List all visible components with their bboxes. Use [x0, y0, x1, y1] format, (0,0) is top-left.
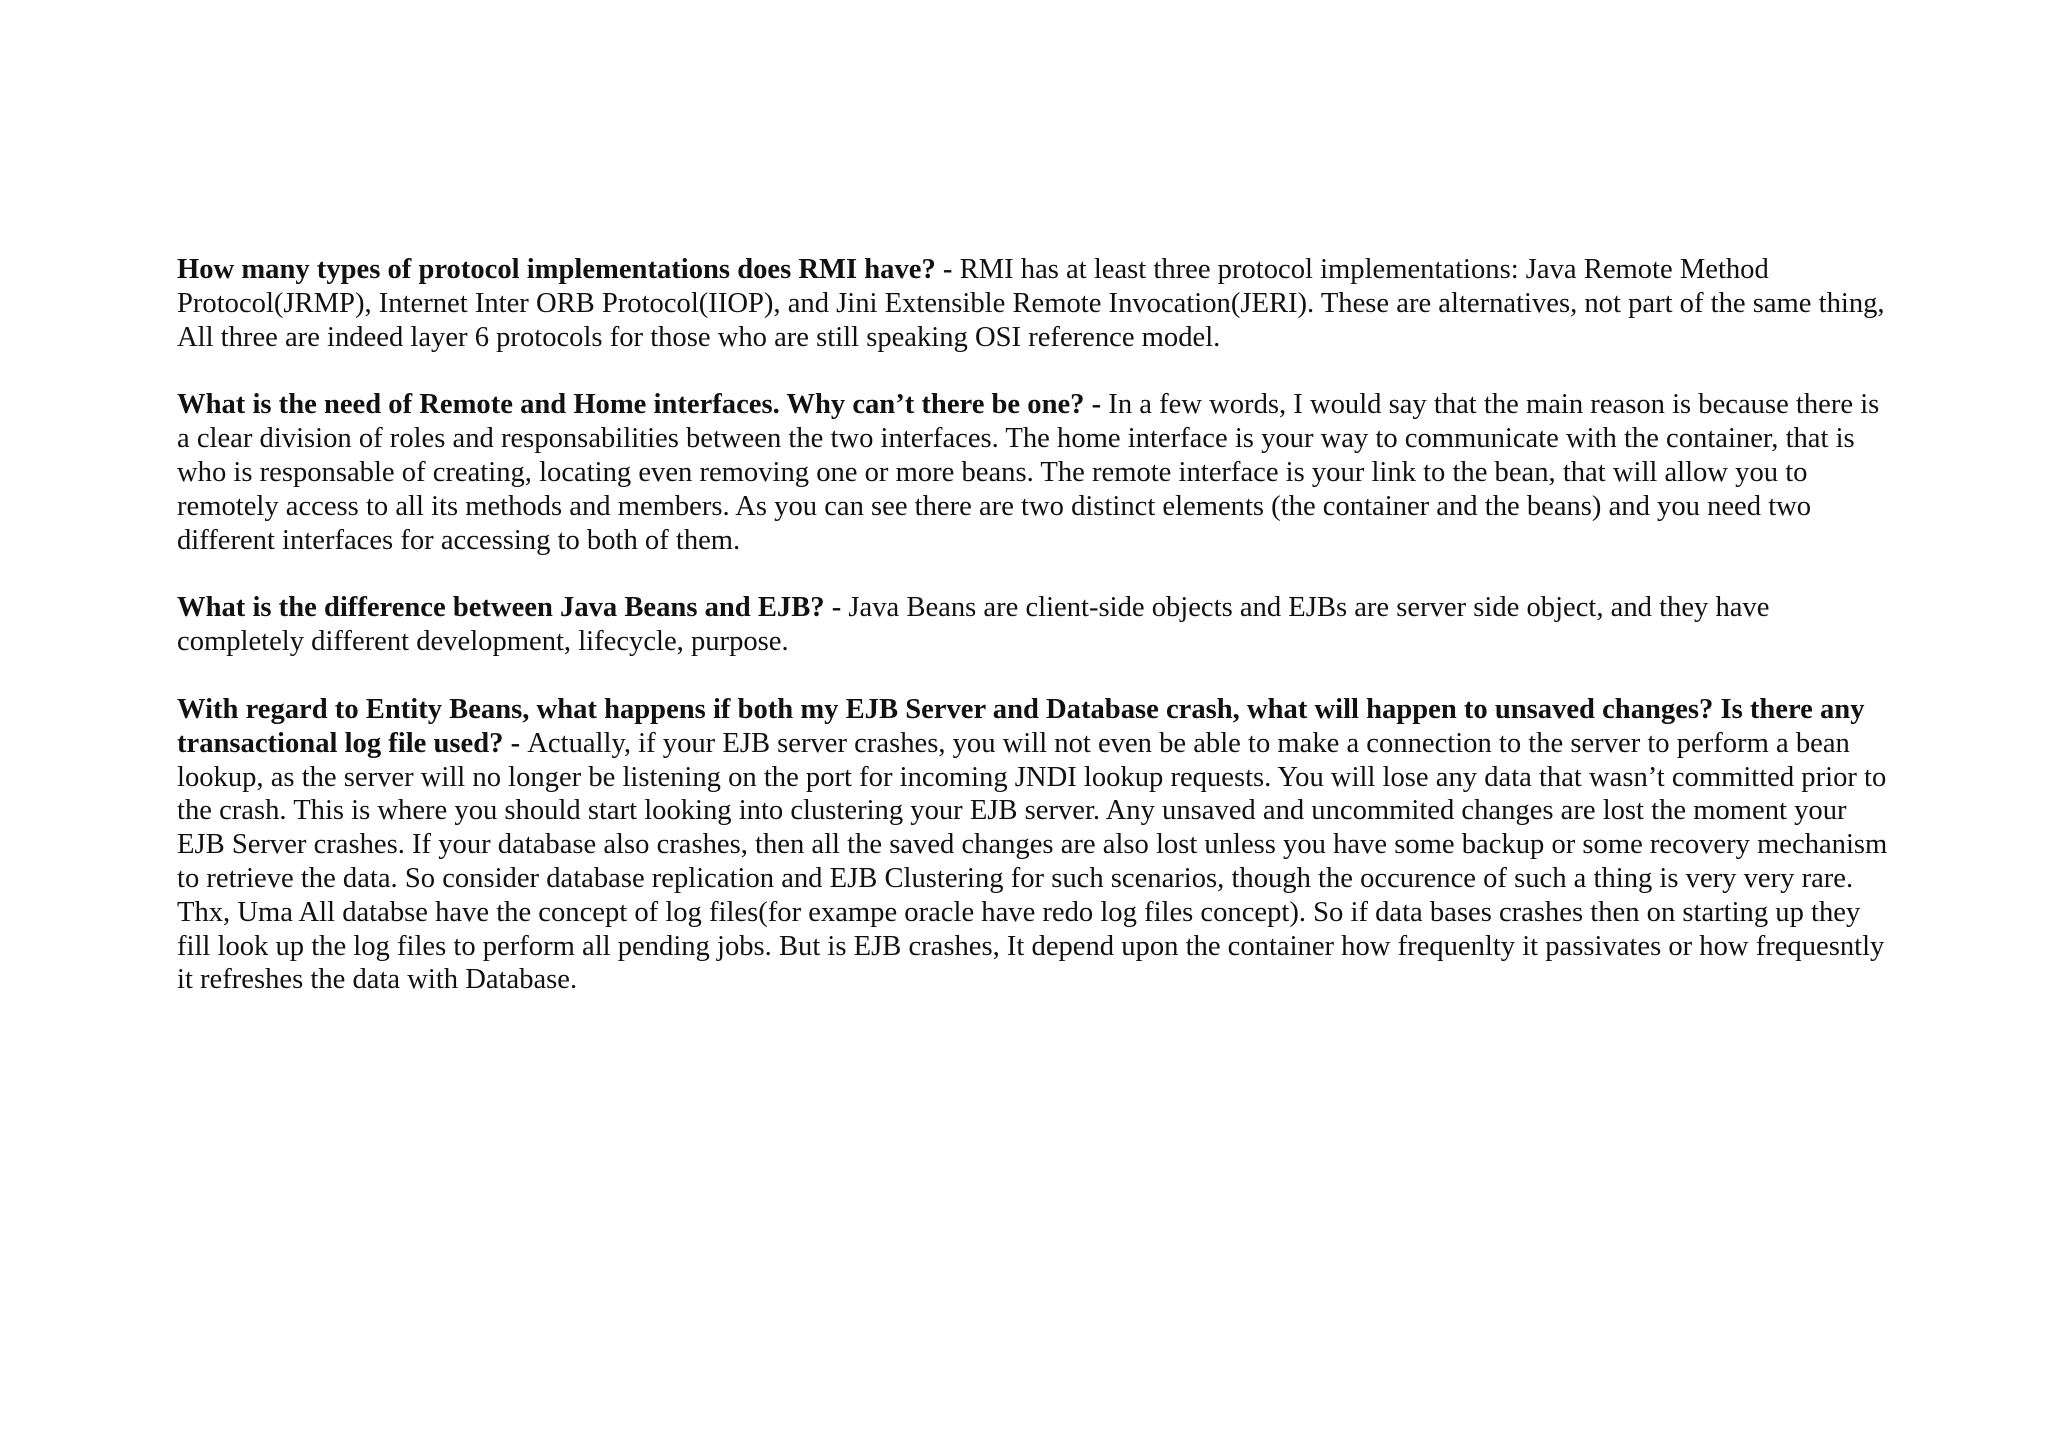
question-text: With regard to Entity Beans, what happens if both my EJB Server and Database crash, what will happen to unsaved changes? Is there any transactional log file used?: [177, 693, 1865, 759]
qa-paragraph-rmi-protocols: [177, 253, 1897, 354]
answer-text: Java Beans are client-side objects and EJBs are server side object, and they have completely different development, lifecycle, purpose.: [177, 592, 1770, 658]
answer-text: In a few words, I would say that the main reason is because there is a clear division of roles and responsabilities between the two interfaces. The home interface is your way to communicate with the container, that is who is responsable of creating, locating even removing one or more beans. The remote interface is your link to the bean, that will allow you to remotely access to all its methods and members. As you can see there are two distinct elements (the container and the beans) and you need two different interfaces for accessing to both of them.: [177, 389, 1880, 556]
answer-text: Actually, if your EJB server crashes, you will not even be able to make a connection to the server to perform a bean lookup, as the server will no longer be listening on the port for incoming JNDI lookup requests. You will lose any data that wasn’t committed prior to the crash. This is where you should start looking into clustering your EJB server. Any unsaved and uncommited changes are lost the moment your EJB Server crashes. If your database also crashes, then all the saved changes are also lost unless you have some backup or some recovery mechanism to retrieve the data. So consider database replication and EJB Clustering for such scenarios, though the occurence of such a thing is very very rare. Thx, Uma All databse have the concept of log files(for exampe oracle have redo log files concept). So if data bases crashes then on starting up they fill look up the log files to perform all pending jobs. But is EJB crashes, It depend upon the container how frequenlty it passivates or how frequesntly it refreshes the data with Database.: [177, 727, 1888, 996]
qa-paragraph-entity-beans-crash: [177, 693, 1897, 997]
document-body: [177, 253, 1897, 1031]
question-separator: -: [935, 254, 960, 285]
question-separator: -: [1084, 389, 1109, 421]
question-separator: -: [824, 592, 849, 624]
question-text: What is the difference between Java Beans and EJB?: [177, 592, 825, 624]
question-separator: -: [503, 727, 528, 759]
question-text: How many types of protocol implementations does RMI have?: [177, 254, 936, 285]
qa-paragraph-remote-home-interfaces: [177, 388, 1897, 557]
question-text: What is the need of Remote and Home interfaces. Why can’t there be one?: [177, 389, 1085, 421]
answer-text: RMI has at least three protocol implementations: Java Remote Method Protocol(JRMP), Internet Inter ORB Protocol(IIOP), and Jini Extensible Remote Invocation(JERI). These are alternatives, not part of the same thing, All three are indeed layer 6 protocols for those who are still speaking OSI reference model.: [177, 254, 1885, 353]
qa-paragraph-javabeans-vs-ejb: [177, 591, 1897, 659]
